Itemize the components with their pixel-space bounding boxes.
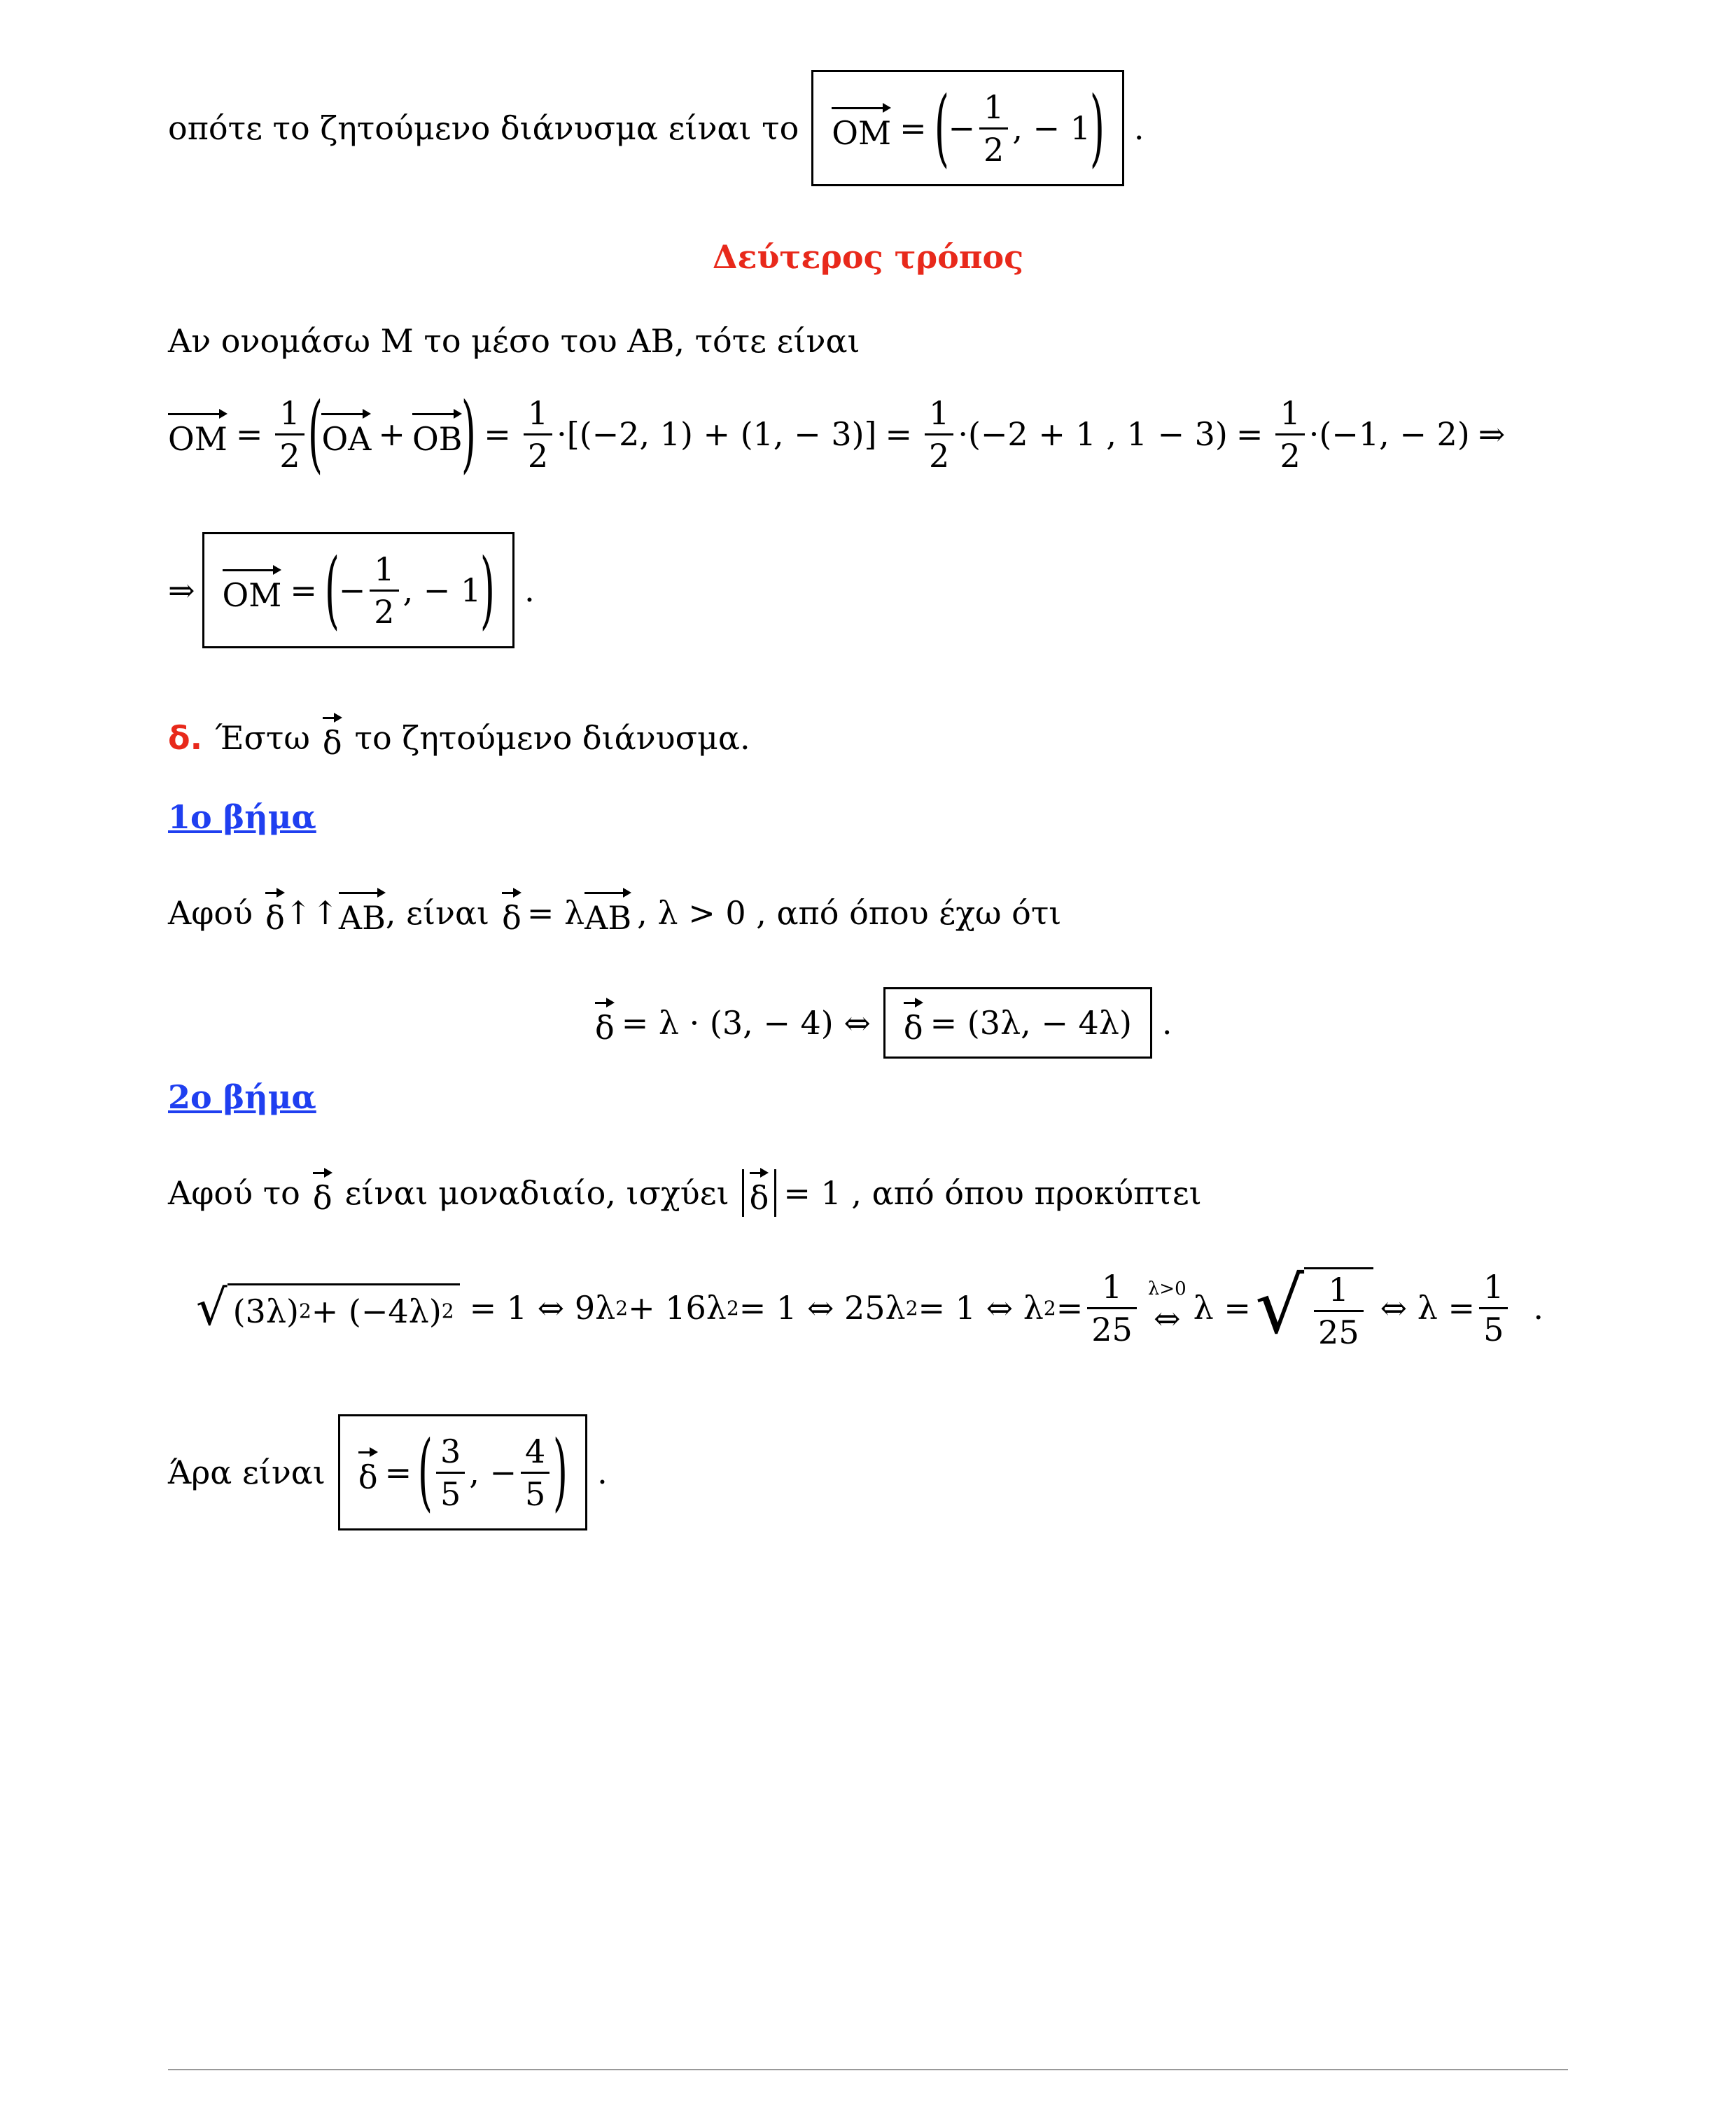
denominator: 25 bbox=[1087, 1307, 1137, 1346]
text-equals-one: = 1 , από όπου προκύπτει bbox=[783, 1174, 1202, 1212]
text-ara-einai: Άρα είναι bbox=[168, 1453, 326, 1491]
lambda-equals: λ = bbox=[1193, 1289, 1251, 1327]
fraction-3-5 bbox=[436, 1432, 465, 1513]
final-result-line bbox=[168, 1414, 608, 1530]
fraction-half bbox=[370, 550, 398, 631]
vector-delta: δ bbox=[904, 999, 923, 1047]
comma-minus-one: , − 1 bbox=[1012, 109, 1091, 147]
exponent: 2 bbox=[615, 1296, 629, 1320]
period: . bbox=[1161, 1004, 1172, 1042]
step1-link[interactable]: 1ο βήμα bbox=[168, 798, 316, 836]
numerator: 3 bbox=[440, 1432, 461, 1470]
equals-sign: = bbox=[290, 571, 317, 609]
vector-delta: δ bbox=[750, 1169, 769, 1217]
numerator: 1 bbox=[983, 88, 1004, 126]
term-3lambda: (3λ) bbox=[232, 1292, 299, 1330]
vector-ab: AB bbox=[339, 889, 386, 937]
text-midpoint-intro: Αν ονομάσω Μ το μέσο του ΑΒ, τότε είναι bbox=[168, 322, 860, 360]
part-delta-intro bbox=[168, 714, 750, 762]
radical-sign: √ bbox=[196, 1279, 227, 1337]
equation-lambda bbox=[595, 987, 1172, 1059]
exponent: 2 bbox=[1043, 1296, 1056, 1320]
denominator: 5 bbox=[521, 1472, 550, 1510]
equals-sign: = bbox=[1056, 1289, 1084, 1327]
period: . bbox=[1133, 109, 1144, 147]
denominator: 5 bbox=[436, 1472, 465, 1510]
heading-second-way: Δεύτερος τρόπος bbox=[712, 238, 1024, 276]
text-result-intro: οπότε το ζητούμενο διάνυσμα είναι το bbox=[168, 109, 799, 147]
plus-sign: + bbox=[378, 415, 405, 453]
text-einai: , είναι bbox=[385, 894, 490, 932]
equals-sign: = bbox=[1236, 415, 1264, 453]
minus-sign: − bbox=[948, 109, 976, 147]
step2-link[interactable]: 2ο βήμα bbox=[168, 1078, 316, 1116]
boxed-final-delta bbox=[338, 1414, 587, 1530]
exponent: 2 bbox=[441, 1299, 454, 1323]
result-line-first-way bbox=[168, 70, 1144, 186]
condition-label: λ>0 bbox=[1147, 1278, 1186, 1299]
vector-ob: OB bbox=[412, 410, 463, 458]
fraction-half bbox=[925, 393, 953, 475]
boxed-result-om bbox=[811, 70, 1124, 186]
boxed-result-om bbox=[202, 532, 515, 648]
eq-part2: + 16λ bbox=[628, 1289, 727, 1327]
paren-close: ) bbox=[1089, 79, 1105, 176]
paren-open: ( bbox=[307, 385, 323, 482]
numerator: 1 bbox=[279, 393, 300, 432]
period: . bbox=[524, 571, 535, 609]
paren-close: ) bbox=[480, 541, 496, 639]
exponent: 2 bbox=[905, 1296, 918, 1320]
fraction-half bbox=[275, 393, 304, 475]
numerator: 1 bbox=[929, 393, 950, 432]
fraction-1-5 bbox=[1479, 1267, 1508, 1348]
vector-delta: δ bbox=[265, 889, 285, 937]
period: . bbox=[597, 1453, 608, 1491]
parallel-arrows: ↑↑ bbox=[284, 894, 339, 932]
vector-om: OM bbox=[832, 104, 891, 152]
sqrt-fraction bbox=[1254, 1261, 1373, 1351]
vector-delta: δ bbox=[323, 714, 342, 762]
vector-ab: AB bbox=[584, 889, 631, 937]
text-requested-vector: το ζητούμενο διάνυσμα. bbox=[354, 719, 750, 757]
vector-delta: δ bbox=[595, 999, 615, 1047]
fraction-1-25 bbox=[1087, 1267, 1137, 1348]
paren-open: ( bbox=[324, 541, 340, 639]
text-unit-vector: είναι μοναδιαίο, ισχύει bbox=[344, 1174, 729, 1212]
dot-operator: · bbox=[1308, 415, 1320, 453]
text-afou: Αφού bbox=[168, 894, 253, 932]
denominator: 2 bbox=[370, 590, 398, 628]
fraction-half bbox=[1275, 393, 1304, 475]
fraction-half bbox=[524, 393, 552, 475]
result-line-second-way bbox=[168, 532, 535, 648]
iff-arrow: ⇔ bbox=[1153, 1299, 1181, 1337]
numerator: 1 bbox=[1483, 1267, 1504, 1306]
dot-operator: · bbox=[556, 415, 567, 453]
exponent: 2 bbox=[726, 1296, 739, 1320]
iff-lambda-equals: ⇔ λ = bbox=[1380, 1289, 1476, 1327]
numerator: 1 bbox=[527, 393, 549, 432]
vector-om: OM bbox=[168, 410, 227, 458]
vector-delta: δ bbox=[358, 1449, 378, 1496]
comma-minus: , − bbox=[469, 1453, 517, 1491]
fraction-half bbox=[979, 88, 1008, 169]
paren-close: ) bbox=[553, 1423, 568, 1521]
line-unit-condition bbox=[168, 1169, 1202, 1217]
implies-arrow: ⇒ bbox=[1478, 415, 1506, 453]
term-minus4lambda: + (−4λ) bbox=[311, 1292, 442, 1330]
denominator: 2 bbox=[1275, 433, 1304, 472]
line-parallel-condition bbox=[168, 889, 1061, 937]
denominator: 2 bbox=[979, 127, 1008, 166]
vector-delta: δ bbox=[502, 889, 522, 937]
denominator: 2 bbox=[524, 433, 552, 472]
text-lambda-positive: , λ > 0 , από όπου έχω ότι bbox=[637, 894, 1062, 932]
vector-om: OM bbox=[223, 566, 282, 614]
fraction-4-5 bbox=[521, 1432, 550, 1513]
equals-sign: = bbox=[235, 415, 263, 453]
sqrt-expression bbox=[196, 1279, 460, 1337]
fraction-1-25 bbox=[1314, 1271, 1364, 1351]
norm-bars bbox=[742, 1169, 777, 1217]
footer-divider bbox=[168, 2069, 1568, 2070]
numerator: 1 bbox=[1328, 1271, 1349, 1309]
sum-expression: (−2 + 1 , 1 − 3) bbox=[967, 415, 1228, 453]
paren-open: ( bbox=[934, 79, 949, 176]
equals-sign: = bbox=[885, 415, 913, 453]
text-estw: Έστω bbox=[215, 719, 310, 757]
equation-midpoint bbox=[168, 385, 1506, 482]
equation-sqrt bbox=[196, 1261, 1544, 1351]
text-afou-to: Αφού το bbox=[168, 1174, 300, 1212]
implies-arrow: ⇒ bbox=[168, 571, 195, 609]
radicand bbox=[227, 1283, 460, 1332]
delta-lambda-expr: = (3λ, − 4λ) bbox=[930, 1004, 1132, 1042]
vector-oa: OA bbox=[321, 410, 371, 458]
boxed-delta-lambda bbox=[883, 987, 1152, 1059]
numerator: 1 bbox=[374, 550, 395, 588]
exponent: 2 bbox=[298, 1299, 312, 1323]
paren-close: ) bbox=[461, 385, 477, 482]
lambda-rhs: = λ · (3, − 4) ⇔ bbox=[621, 1004, 871, 1042]
conditional-iff bbox=[1148, 1278, 1186, 1337]
eq-part3: = 1 ⇔ 25λ bbox=[738, 1289, 906, 1327]
vector-delta: δ bbox=[313, 1169, 332, 1217]
part-delta-label: δ. bbox=[168, 719, 203, 757]
numerator: 1 bbox=[1280, 393, 1301, 432]
result-expression: (−1, − 2) bbox=[1319, 415, 1470, 453]
radical-sign: √ bbox=[1254, 1261, 1305, 1351]
period: . bbox=[1533, 1289, 1544, 1327]
radicand bbox=[1304, 1267, 1373, 1351]
dot-operator: · bbox=[958, 415, 968, 453]
eq-part1: = 1 ⇔ 9λ bbox=[469, 1289, 616, 1327]
equals-sign: = bbox=[484, 415, 511, 453]
equals-sign: = bbox=[899, 109, 927, 147]
denominator: 25 bbox=[1314, 1310, 1364, 1348]
eq-part4: = 1 ⇔ λ bbox=[918, 1289, 1044, 1327]
denominator: 5 bbox=[1479, 1307, 1508, 1346]
equals-lambda: = λ bbox=[526, 894, 585, 932]
comma-minus-one: , − 1 bbox=[402, 571, 482, 609]
numerator: 1 bbox=[1101, 1267, 1123, 1306]
equals-sign: = bbox=[384, 1453, 412, 1491]
minus-sign: − bbox=[338, 571, 366, 609]
denominator: 2 bbox=[925, 433, 953, 472]
paren-open: ( bbox=[418, 1423, 433, 1521]
bracket-expression: [(−2, 1) + (1, − 3)] bbox=[566, 415, 877, 453]
denominator: 2 bbox=[275, 433, 304, 472]
numerator: 4 bbox=[525, 1432, 546, 1470]
